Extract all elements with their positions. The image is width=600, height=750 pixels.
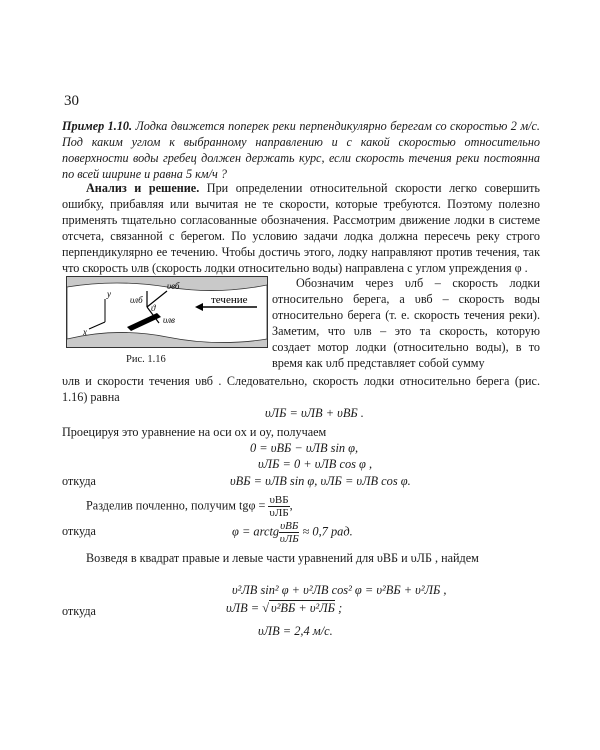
whence-label-1: откуда [62,474,96,488]
divide-line: Разделив почленно, получим tgφ = $\frac{\text{υВБ}}{\text{υЛБ}}$ , [86,494,293,519]
projection-text: Проецируя это уравнение на оси ox и oy, получаем [62,425,327,439]
river-channel [67,283,267,343]
continue-paragraph: υлв и скорости течения υвб . Следовательно, скорость лодки относительно берега (рис. 1.16) равна [62,374,540,405]
whence-label-3: откуда [62,604,96,618]
example-title: Пример 1.10. [62,119,133,133]
label-vbb: υвб [167,281,180,291]
equation-3: υЛБ = 0 + υЛВ cos φ , [258,457,373,471]
fraction-arctg-denominator: υЛБ [279,533,299,545]
river-diagram-svg [67,277,267,347]
equation-8-radicand: υ²ВБ + υ²ЛБ [271,601,335,615]
example-statement [62,118,540,182]
whence-label-2: откуда [62,524,96,538]
fraction-arctg-numerator: υВБ [280,520,299,532]
equation-8-lhs: υЛВ = √ [226,601,270,615]
figure-caption: Рис. 1.16 [126,354,166,365]
label-flow: течение [211,294,248,306]
label-vlb: υлб [130,295,143,305]
equation-6-lhs: φ = arctg [232,524,280,539]
equation-4: υВБ = υЛВ sin φ, υЛБ = υЛВ cos φ. [230,474,411,488]
equation-6 [232,520,353,545]
fraction-tan-numerator: υВБ [269,494,289,506]
label-y: y [107,289,111,299]
equation-8 [226,601,342,616]
fraction-tan [268,494,289,519]
label-vlv: υлв [163,315,175,325]
fraction-tan-denominator: υЛБ [269,507,289,519]
example-text: Лодка движется поперек реки перпендикулярно берегам со скоростью 2 м/с. Под каким углом к выбранному направлению и с какой скоростью относительно поверхности воды гребец должен держать курс, если скорость течения реки постоянна по всей ширине и равна 5 км/ч ? [62,119,540,182]
right-paragraph: Обозначим через υлб – скорость лодки относительно берега, а υвб – скорость воды относительно берега (т. е. скорость течения реки). Заметим, что υлв – это та скорость, которую создает мотор лодки (относительно воды), в то время как υлб представляет собой сумму [272,276,540,371]
analysis-text: При определении относительной скорости легко совершить ошибку, прибавляя или вычитая не те скорости, которые требуются. Поэтому полезно применять тщательно согласованные обозначения. Рассмотрим движение лодки в системе отсчета, связанной с берегом. По условию задачи лодка должна пересечь реку строго перпендикулярно ее течению. Чтобы достичь этого, лодку направляют против течения, так что скорость υлв (скорость лодки относительно воды) направлена с углом упреждения φ . [62,181,540,276]
square-paragraph: Возведя в квадрат правые и левые части уравнений для υВБ и υЛБ , найдем [86,551,479,565]
page-number: 30 [64,93,79,109]
equation-9: υЛВ = 2,4 м/с. [258,624,333,638]
equation-1: υЛБ = υЛВ + υВБ . [265,406,364,420]
equation-6-rhs: ≈ 0,7 рад. [302,524,353,539]
figure-river-diagram [66,276,268,348]
equation-7: υ²ЛВ sin² φ + υ²ЛВ cos² φ = υ²ВБ + υ²ЛБ , [232,583,447,597]
label-x: x [83,327,87,337]
analysis-heading: Анализ и решение. [86,181,200,195]
label-phi: ϑ [151,303,156,313]
equation-8-end: ; [334,601,343,615]
divide-text: Разделив почленно, получим tgφ = [86,498,266,513]
analysis-paragraph [62,180,540,277]
fraction-arctg [279,520,299,545]
equation-2: 0 = υВБ − υЛВ sin φ, [250,441,359,455]
